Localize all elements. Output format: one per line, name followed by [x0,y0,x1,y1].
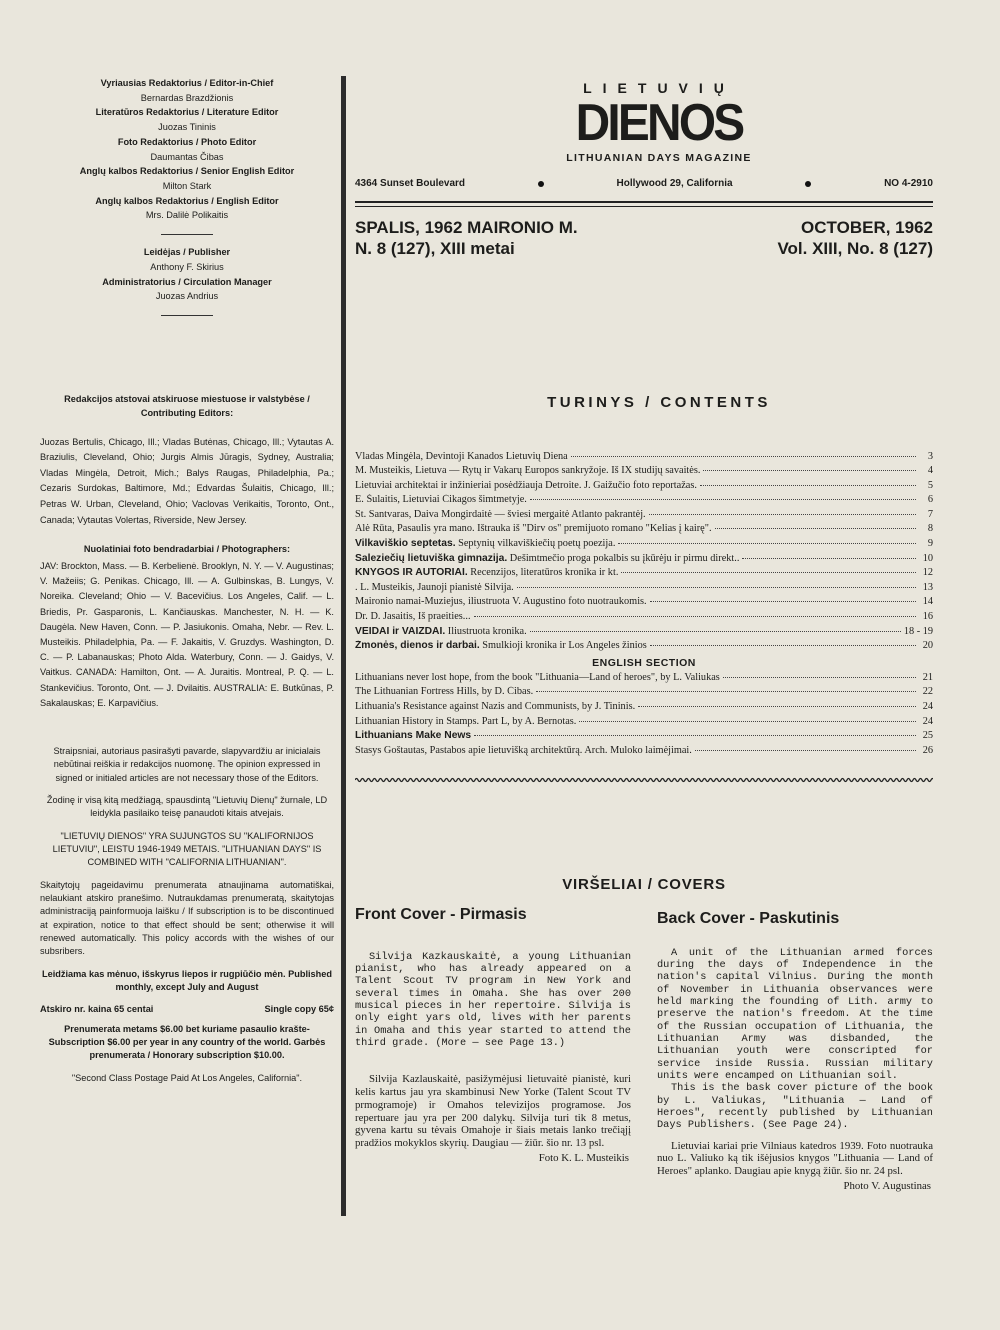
issue-en-line1: OCTOBER, 1962 [801,218,933,237]
toc-page: 7 [927,508,933,520]
publisher-role: Leidėjas / Publisher [143,247,231,258]
back-cover-title: Back Cover - Paskutinis [657,910,840,928]
publisher-name: Juozas Andrius [155,291,219,302]
staff-name: Daumantas Čibas [150,151,224,162]
merger-note: "LIETUVIŲ DIENOS" YRA SUJUNGTOS SU "KALIFORNIJOS LIETUVIU", LEISTU 1946-1949 METAIS. "LITHUANIAN DAYS" IS COMBINED WITH "CALIFORNIA LITHUANIAN". [52,830,322,868]
staff-name: Mrs. Dalilė Polikaitis [145,210,229,221]
toc-entry [355,567,933,582]
toc-page: 21 [922,671,933,683]
photographers-heading: Nuolatiniai foto bendradarbiai / Photographers: [83,544,291,555]
masthead-subtitle: LITHUANIAN DAYS MAGAZINE [566,152,752,164]
toc-leader [650,601,916,602]
publisher-role: Administratorius / Circulation Manager [102,276,272,287]
divider [355,206,933,207]
toc-leader [621,572,916,573]
toc-entry [355,451,933,466]
toc-entry-text: Recenzijos, literatūros kronika ir kt. [467,567,619,579]
toc-entry-text: Lithuania's Resistance against Nazis and Communists, by J. Tininis. [355,701,636,712]
toc-entry [355,611,933,626]
toc-entry-text: Iliustruota kronika. [445,625,527,637]
toc-entry-text: Stasys Goštautas, Pastabos apie lietuvišką architektūrą. Arch. Muloko laimėjimai. [355,744,692,756]
toc-entry-title [355,745,692,756]
toc-entry-title [355,701,635,712]
toc-page: 12 [922,567,933,579]
divider [355,201,933,203]
toc-entry-text: Lithuanian History in Stamps. Part L, by A. Bernotas. [355,715,577,727]
staff-role: Anglų kalbos Redaktorius / English Editor [95,195,279,206]
divider [161,234,213,235]
reprint-note: Žodinę ir visą kitą medžiagą, spausdintą "Lietuvių Dienų" žurnale, LD leidykla pasilaiko teisę panaudoti kitais atvejais. [46,794,328,819]
toc-entry-text: Dešimtmečio proga pokalbis su įkūrėju ir pirmu direkt.. [507,552,740,564]
toc-page: 22 [922,686,933,698]
toc-leader [474,735,916,736]
opinion-note: Straipsniai, autoriaus pasirašyti pavarde, slapyvardžiu ar inicialais nebūtinai reiškia ir redakcijos nuomonę. The opinion expressed in signed or initialed articles are not necessary those of the Editors. [53,745,321,783]
toc-entry-title [355,596,647,607]
toc-entry-text: Lithuanians never lost hope, from the book "Lithuania—Land of heroes", by L. Valiukas [355,671,720,683]
toc-entry-bold: Lithuanians Make News [355,730,472,742]
left-column [40,76,334,1094]
editorial-staff [40,76,334,316]
toc-leader [695,750,916,751]
toc-entry [355,494,933,509]
toc-leader [571,456,916,457]
staff-role: Vyriausias Redaktorius / Editor-in-Chief [100,78,274,88]
photographers-list: JAV: Brockton, Mass. — B. Kerbelienė. Brooklyn, N. Y. — V. Augustinas; V. Mažeiis; G. Penikas. Chicago, Ill. — A. Gulbinskas, B. Lungys, V. Noreika. Cleveland; Ohio — V. Bacevičius. Los Angeles, Calif. — L. Briedis, Pr. Gasparonis, L. Kančiauskas. Manchester, N. H. — K. Daugėla. New Haven, Conn. — P. Jasiukonis. Omaha, Nebr. — Rev. L. Musteikis. Philadelphia, Pa. — F. Jakaitis, V. Gruzdys. Washington, D. C. — P. Labanauskas; Photo Alda. Waterbury, Conn. — J. Gaidys, V. Vaitkus. CANADA: Hamilton, Ont. — A. Juraitis. Montreal, P. Q. — L. Stankevičius. Toronto, Ont. — J. Dvilaitis. AUSTRALIA: E. Butkūnas, P. Sakalauskas; E. Karpavičius. [40,561,334,708]
toc-entry-text: Vladas Mingėla, Devintoji Kanados Lietuvių Diena [355,450,568,462]
staff-name: Juozas Tininis [158,122,216,133]
toc-entry-text: E. Šulaitis, Lietuviai Čikagos šimtmetyje. [355,494,527,506]
toc-entry [355,701,933,716]
toc-page: 5 [927,479,933,491]
staff-name: Milton Stark [162,181,212,192]
bullet-icon [805,181,811,187]
staff-role: Literatūros Redaktorius / Literature Editor [95,107,279,118]
toc-entry [355,716,933,731]
toc-page: 6 [927,494,933,506]
toc-page: 20 [922,640,933,652]
contents-heading: TURINYS / CONTENTS [547,393,771,411]
toc-english [355,672,933,760]
toc-entry-title [355,494,527,505]
toc-entry-title [355,730,471,741]
toc-page: 8 [927,523,933,535]
toc-entry-text: St. Santvaras, Daiva Mongirdaitė — šviesi mergaitė Atlanto pakrantėj. [355,508,646,520]
masthead-small: LIETUVIŲ [583,80,735,96]
subscription-note: Skaitytojų pageidavimu prenumerata atnaujinama automatiškai, nelaukiant atskiro pranešimo. Nutraukdamas prenumeratą, skaitytojas administraciją painformuoja laišku / If subscription is to be discontinued at expiration, notice to that effect should be sent; otherwise it will renewed automatically. This policy accords with the wishes of our subsribers. [40,879,334,957]
wavy-divider [355,775,933,785]
toc-page: 9 [927,538,933,550]
issue-info [355,217,933,260]
toc-entry-title [355,553,739,564]
bullet-icon [538,181,544,187]
toc-page: 24 [922,701,933,712]
toc-entry-title [355,509,646,520]
back-cover-block [657,905,933,1193]
toc-entry-title [355,686,533,697]
toc-entry-text: Alė Rūta, Pasaulis yra mano. Ištrauka iš "Dirv os" premijuoto romano "Kelias į kairę". [355,523,712,535]
toc-entry-title [355,567,618,578]
fine-print [40,745,334,1085]
issue-lt-line1: SPALIS, 1962 MAIRONIO M. [355,218,578,237]
right-column [355,76,933,1193]
address-street: 4364 Sunset Boulevard [355,178,466,189]
address-row [355,178,933,189]
toc-leader [703,470,916,471]
front-cover-en: Silvija Kazkauskaitė, a young Lithuanian pianist, who has already appeared on a Talent Scout TV program in New York and several times in Omaha. She has over 200 musical pieces in her repertoire. Silvija is only eight yars old, lives with her parents in Omaha and this year started to attend the third grade. (More — see Page 13.) [355,950,631,1049]
toc-entry [355,553,933,568]
toc-entry [355,538,933,553]
toc-entry-title [355,480,697,491]
contributing-list: Juozas Bertulis, Chicago, Ill.; Vladas Butėnas, Chicago, Ill.; Vytautas A. Braziulis, Cleveland, Ohio; Jurgis Almis Jūragis, Sydney, Australia; Vladas Mingėla, Detroit, Mich.; Balys Raugas, Philadelphia, Pa.; Cezaris Surdokas, Baltimore, Md.; Edvardas Šulaitis, Chicago, Ill.; Petras W. Urban, Cleveland, Ohio; Vaclovas Verikaitis, Toronto, Ont., Canada; Vytautas Volertas, Riverside, New Jersey. [40,436,334,525]
staff-role: Anglų kalbos Redaktorius / Senior English Editor [79,166,295,177]
toc-page: 13 [922,581,933,593]
toc-page: 4 [927,465,933,477]
price-lt: Atskiro nr. kaina 65 centai [40,1004,154,1015]
toc-entry [355,672,933,687]
toc-entry-bold: VEIDAI ir VAIZDAI. [355,625,446,637]
address-phone: NO 4-2910 [884,178,933,189]
toc-entry [355,480,933,495]
front-cover-block [355,905,631,1193]
divider [161,315,213,316]
toc-leader [530,499,916,500]
toc-entry [355,686,933,701]
front-cover-title: Front Cover - Pirmasis [355,906,527,924]
toc-entry-title [355,465,700,476]
back-cover-en2: This is the bask cover picture of the book by L. Valiukas, "Lithuania — Land of Heroes", recently published by Lithuanian Days Publishers. (See Page 24). [657,1082,933,1132]
toc-entry-text: Smulkioji kronika ir Los Angeles žinios [479,640,647,652]
masthead-title: DIENOS [575,94,743,152]
toc-entry [355,626,933,641]
toc-leader [715,528,916,529]
toc-page: 3 [927,450,933,462]
toc-leader [579,721,916,722]
table-of-contents [355,451,933,760]
toc-entry-bold: Saleziečių lietuviška gimnazija. [355,552,508,564]
toc-entry [355,640,933,655]
toc-entry-text: The Lithuanian Fortress Hills, by D. Čibas. [355,686,534,698]
toc-entry-title [355,626,527,637]
price-row [40,1003,334,1016]
back-cover-lt: Lietuviai kariai prie Vilniaus katedros 1939. Foto nuotrauka nuo L. Valiuko ką tik išėjusios knygos "Lithuania — Land of Heroes" aplanko. Daugiau apie knygą žiūr. šio nr. 24 psl. [657,1139,933,1178]
toc-page: 26 [922,744,933,756]
toc-entry [355,730,933,745]
toc-entry-bold: Vilkaviškio septetas. [355,538,456,550]
price-en: Single copy 65¢ [264,1004,334,1015]
toc-entry-text: Dr. D. Jasaitis, Iš praeities... [355,611,471,623]
english-section-heading: ENGLISH SECTION [592,656,696,669]
toc-entry [355,582,933,597]
staff-name: Bernardas Brazdžionis [140,92,234,103]
toc-leader [650,645,916,646]
masthead [385,80,933,164]
toc-page: 25 [922,730,933,742]
toc-entry-title [355,672,720,683]
toc-entry-text: M. Musteikis, Lietuva — Rytų ir Vakarų Europos sankryžoje. Iš IX studijų savaitės. [355,465,701,477]
toc-page: 16 [922,611,933,623]
front-cover-credit: Foto K. L. Musteikis [538,1151,629,1164]
monthly-note: Leidžiama kas mėnuo, išskyrus liepos ir rugpiūčio mėn. Published monthly, except July and August [42,968,332,992]
toc-entry-title [355,582,514,593]
rates-note: Prenumerata metams $6.00 bet kuriame pasaulio krašte- Subscription $6.00 per year in any country of the world. Garbės prenumerata / Honorary subscription $10.00. [48,1023,326,1061]
issue-en [777,217,933,260]
toc-entry-bold: Žmonės, dienos ir darbai. [355,640,480,652]
toc-entry [355,745,933,760]
toc-entry-text: Septynių vilkaviškiečių poetų poezija. [455,538,616,550]
issue-lt [355,217,578,260]
toc-entry-bold: KNYGOS IR AUTORIAI. [355,567,468,579]
toc-entry [355,465,933,480]
back-cover-en: A unit of the Lithuanian armed forces during the days of Independence in the nation's capital Vilnius. During the month of November in Lithuania observances were held marking the founding of Lith. army to preserve the nation's freedom. At the time of the Russian occupation of Lithuania, the Lithuanian Army was disbanded, the Lithuanian youth were conscripted for service inside Russia. Russian military units were encamped on Lithuanian soil. [657,946,933,1082]
toc-entry-title [355,611,471,622]
toc-entry-title [355,538,615,549]
toc-entry [355,596,933,611]
toc-page: 14 [922,596,933,608]
toc-leader [618,543,916,544]
toc-leader [700,485,916,486]
toc-leader [723,677,916,678]
toc-page: 24 [922,715,933,727]
address-city: Hollywood 29, California [616,178,733,189]
toc-page: 10 [922,552,933,564]
publisher-name: Anthony F. Skirius [150,261,224,272]
toc-leader [530,631,901,632]
toc-entry-title [355,716,576,727]
toc-leader [742,558,916,559]
toc-entry-title [355,640,647,651]
issue-en-line2: Vol. XIII, No. 8 (127) [777,239,933,259]
toc-entry-text: Lietuviai architektai ir inžinieriai posėdžiauja Detroite. J. Gaižučio foto reportažas. [355,479,697,491]
toc-entry [355,509,933,524]
postage-note: "Second Class Postage Paid At Los Angeles, California". [71,1072,303,1083]
toc-entry [355,523,933,538]
toc-leader [517,587,916,588]
contributing-heading: Redakcijos atstovai atskiruose miestuose ir valstybėse / Contributing Editors: [64,394,310,419]
toc-leader [536,691,916,692]
toc-leader [638,706,916,707]
toc-entry-title [355,523,712,534]
issue-lt-line2: N. 8 (127), XIII metai [355,239,515,259]
covers-columns [355,905,933,1193]
back-cover-credit: Photo V. Augustinas [843,1179,931,1192]
toc-entry-text: . L. Musteikis, Jaunoji pianistė Silvija. [355,581,514,593]
column-divider [341,76,346,1216]
toc-entry-title [355,451,568,462]
toc-lithuanian [355,451,933,655]
staff-role: Foto Redaktorius / Photo Editor [117,136,257,147]
toc-leader [649,514,916,515]
toc-leader [474,616,916,617]
covers-heading: VIRŠELIAI / COVERS [562,876,726,894]
toc-entry-text: Maironio namai-Muziejus, iliustruota V. Augustino foto nuotraukomis. [355,596,647,608]
toc-page: 18 - 19 [903,625,933,637]
front-cover-lt: Silvija Kazlauskaitė, pasižymėjusi lietuvaitė pianistė, kuri kelis kartus jau yra skambinusi New Yorke (Talent Scout TV prmogramoje) ir Omahos televizijos programose. Jos repertuare jau yra per 200 dalykų. Silvija turi tik 8 metus, gyvena kartu su tėvais Omahoje ir šiais metais lanko trečiąjį pradžios mokyklos skyrių. Daugiau — žiūr. šio nr. 13 psl. [355,1073,631,1149]
